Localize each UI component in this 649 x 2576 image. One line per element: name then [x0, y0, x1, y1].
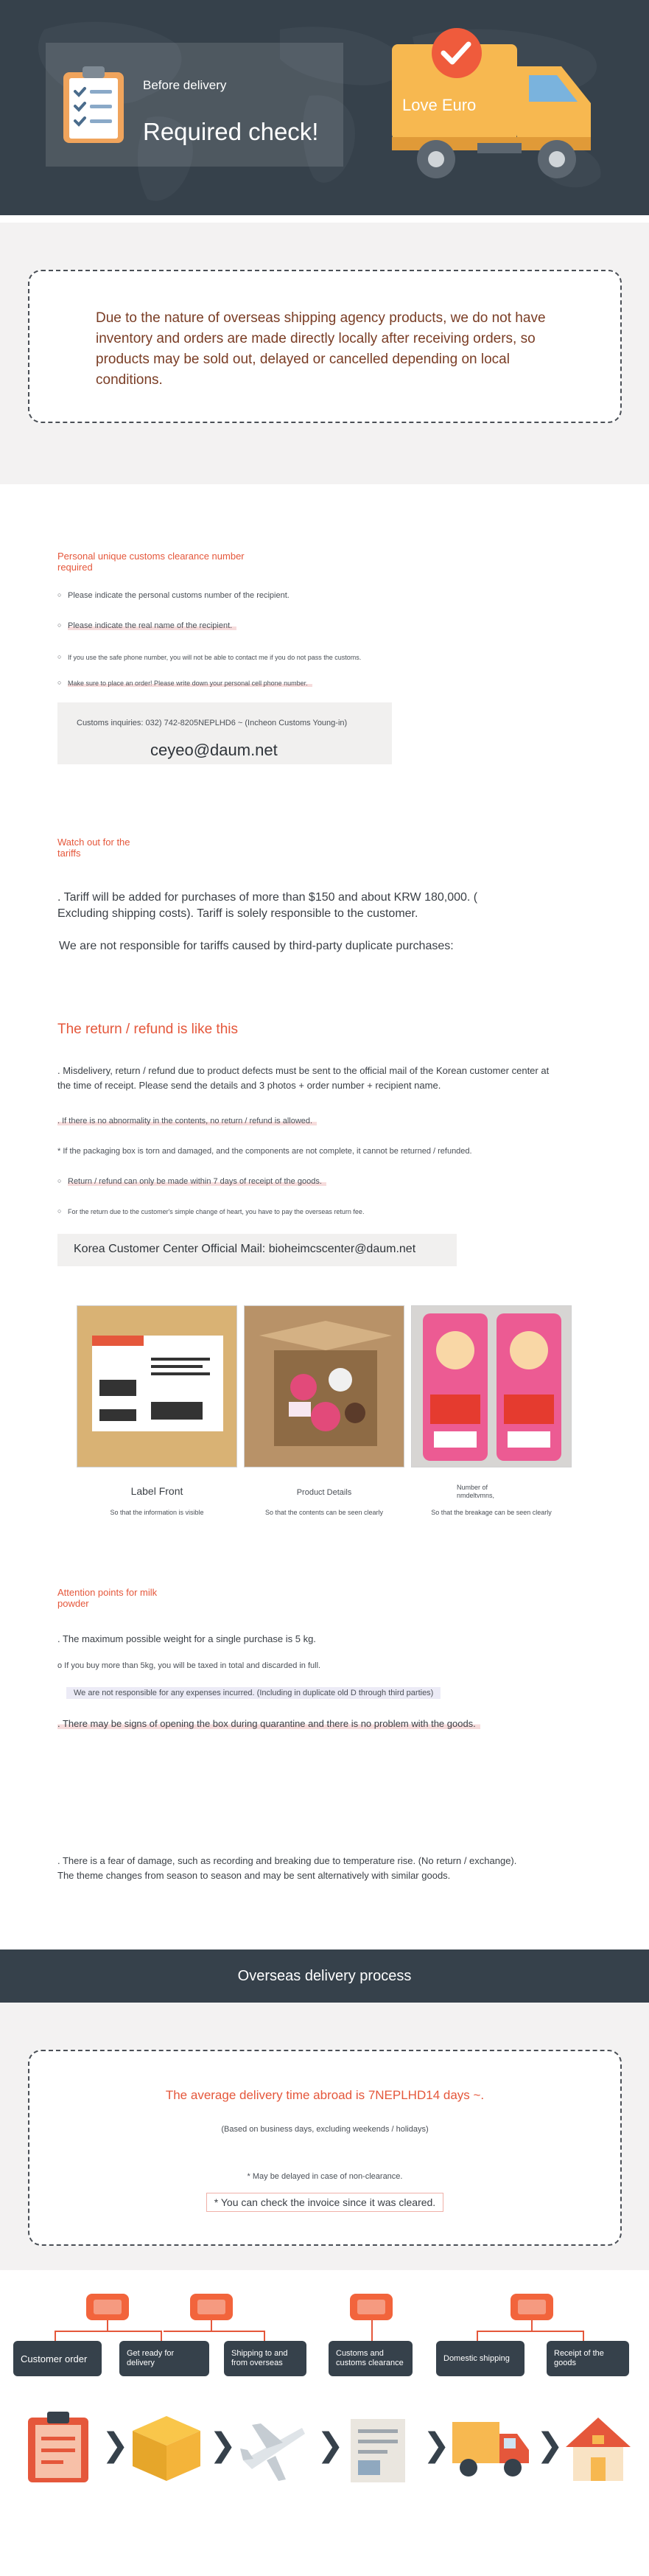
- customs-item: ○ Please indicate the personal customs number of the recipient.: [57, 591, 290, 600]
- chevron-right-icon: ❯: [102, 2427, 129, 2463]
- customs-email[interactable]: ceyeo@daum.net: [150, 741, 278, 759]
- connector-line: [264, 2331, 265, 2341]
- connector-line: [477, 2331, 478, 2341]
- chevron-right-icon: ❯: [209, 2427, 236, 2463]
- process-section: [0, 2003, 649, 2270]
- notice-box: [28, 270, 622, 423]
- connector-line: [477, 2331, 584, 2332]
- milk-text-4: . There may be signs of opening the box during quarantine and there is no problem with the goods.: [57, 1717, 480, 1731]
- airplane-icon: [237, 2413, 308, 2484]
- step-domestic-shipping: Domestic shipping: [436, 2341, 525, 2376]
- process-title-bar: Overseas delivery process: [0, 1950, 649, 2003]
- hero-title: Required check!: [143, 118, 319, 145]
- connector-line: [161, 2331, 162, 2341]
- connector-line: [211, 2320, 212, 2331]
- refund-text-5: ○ For the return due to the customer's simple change of heart, you have to pay the overseas return fee.: [57, 1207, 364, 1215]
- process-box: [28, 2050, 622, 2246]
- connector-line: [371, 2320, 373, 2341]
- step-receipt-goods: Receipt of the goods: [547, 2341, 629, 2376]
- connector-line: [55, 2331, 162, 2332]
- delivery-average: The average delivery time abroad is 7NEPLHD14 days ~.: [165, 2088, 485, 2102]
- connector-line: [531, 2320, 533, 2331]
- refund-text-1: . Misdelivery, return / refund due to product defects must be sent to the official mail of the Korean customer center at the time of receipt. Please send the details and 3 photos + order number + recipient name.: [57, 1065, 550, 1091]
- step-tag: [511, 2294, 553, 2320]
- refund-text-2: . If there is no abnormality in the contents, no return / refund is allowed.: [57, 1117, 317, 1125]
- milk-title: Attention points for milk powder: [57, 1587, 158, 1609]
- clipboard-icon: [62, 65, 125, 144]
- tariffs-text-2: We are not responsible for tariffs caused by third-party duplicate purchases:: [59, 940, 454, 952]
- box-icon: [130, 2413, 203, 2482]
- house-icon: [563, 2413, 634, 2484]
- hero-subtitle: Before delivery: [143, 78, 227, 92]
- invoice-note-wrap: [29, 2193, 620, 2212]
- photo-caption-title: Label Front: [130, 1485, 183, 1497]
- customs-title: Personal unique customs clearance number required: [57, 551, 245, 573]
- delivery-basis: (Based on business days, excluding weekends / holidays): [221, 2125, 429, 2134]
- photo-caption-title: Number of nmdeltvmns,: [457, 1484, 495, 1499]
- step-tag: [190, 2294, 233, 2320]
- chevron-right-icon: ❯: [536, 2427, 564, 2463]
- step-tag: [86, 2294, 129, 2320]
- step-tag: [350, 2294, 393, 2320]
- label-front-photo: [77, 1305, 237, 1467]
- delivery-delay: * May be delayed in case of non-clearance.: [247, 2172, 403, 2181]
- chevron-right-icon: ❯: [317, 2427, 344, 2463]
- refund-title: The return / refund is like this: [57, 1022, 238, 1037]
- photo-caption-title: Product Details: [296, 1488, 352, 1497]
- refund-text-4: ○ Return / refund can only be made within 7 days of receipt of the goods.: [57, 1177, 326, 1186]
- step-customs-clearance: Customs and customs clearance: [329, 2341, 413, 2376]
- notice-text: Due to the nature of overseas shipping agency products, we do not have inventory and orders are made directly locally after receiving orders, so products may be sold out, delayed or cancelled depending on local conditions.: [96, 310, 546, 388]
- document-icon: [345, 2415, 411, 2485]
- step-get-ready: Get ready for delivery: [119, 2341, 209, 2376]
- truck-label: Love Euro: [402, 96, 477, 114]
- step-shipping-overseas: Shipping to and from overseas: [224, 2341, 306, 2376]
- tariffs-title: Watch out for the tariffs: [57, 837, 130, 859]
- photo-caption-sub: So that the breakage can be seen clearly: [431, 1509, 552, 1516]
- customs-inquiry-box: [57, 702, 392, 764]
- chevron-right-icon: ❯: [423, 2427, 450, 2463]
- hero-banner: [0, 0, 649, 215]
- photo-caption-sub: So that the information is visible: [110, 1509, 204, 1516]
- milk-text-2: o If you buy more than 5kg, you will be taxed in total and discarded in full.: [57, 1661, 321, 1670]
- truck-icon: [449, 2416, 530, 2481]
- main-content: [0, 484, 649, 1950]
- clipboard-order-icon: [25, 2410, 91, 2484]
- breakage-photo: [411, 1305, 572, 1467]
- milk-text-1: . The maximum possible weight for a single purchase is 5 kg.: [57, 1633, 316, 1644]
- step-customer-order: Customer order: [13, 2341, 102, 2376]
- delivery-flow: [0, 2270, 649, 2530]
- customs-item: ○ Please indicate the real name of the recipient.: [57, 621, 236, 630]
- refund-mail-box: [57, 1234, 457, 1266]
- connector-line: [55, 2331, 56, 2341]
- connector-line: [164, 2331, 265, 2332]
- connector-line: [583, 2331, 584, 2341]
- tariffs-text-1: . Tariff will be added for purchases of more than $150 and about KRW 180,000. ( Excluding shipping costs). Tariff is solely responsible to the customer.: [57, 891, 478, 920]
- milk-text-3: We are not responsible for any expenses incurred. (Including in duplicate old D through third parties): [66, 1689, 441, 1697]
- refund-mail[interactable]: Korea Customer Center Official Mail: bioheimcscenter@daum.net: [74, 1243, 416, 1255]
- customs-item: ○ Make sure to place an order! Please write down your personal cell phone number.: [57, 679, 312, 687]
- customs-inquiry: Customs inquiries: 032) 742-8205NEPLHD6 ~ (Incheon Customs Young-in): [77, 719, 348, 727]
- product-details-photo: [244, 1305, 404, 1467]
- notice-section: [0, 223, 649, 484]
- connector-line: [107, 2320, 108, 2331]
- photo-caption-sub: So that the contents can be seen clearly: [264, 1509, 384, 1516]
- refund-text-3: * If the packaging box is torn and damaged, and the components are not complete, it cannot be returned / refunded.: [57, 1147, 472, 1156]
- milk-text-5: . There is a fear of damage, such as recording and breaking due to temperature rise. (No return / exchange). The theme changes from season to season and may be sent alternatively with similar goods.: [57, 1855, 517, 1881]
- invoice-note: * You can check the invoice since it was cleared.: [206, 2193, 443, 2212]
- customs-item: ○ If you use the safe phone number, you will not be able to contact me if you do not pass the customs.: [57, 653, 361, 661]
